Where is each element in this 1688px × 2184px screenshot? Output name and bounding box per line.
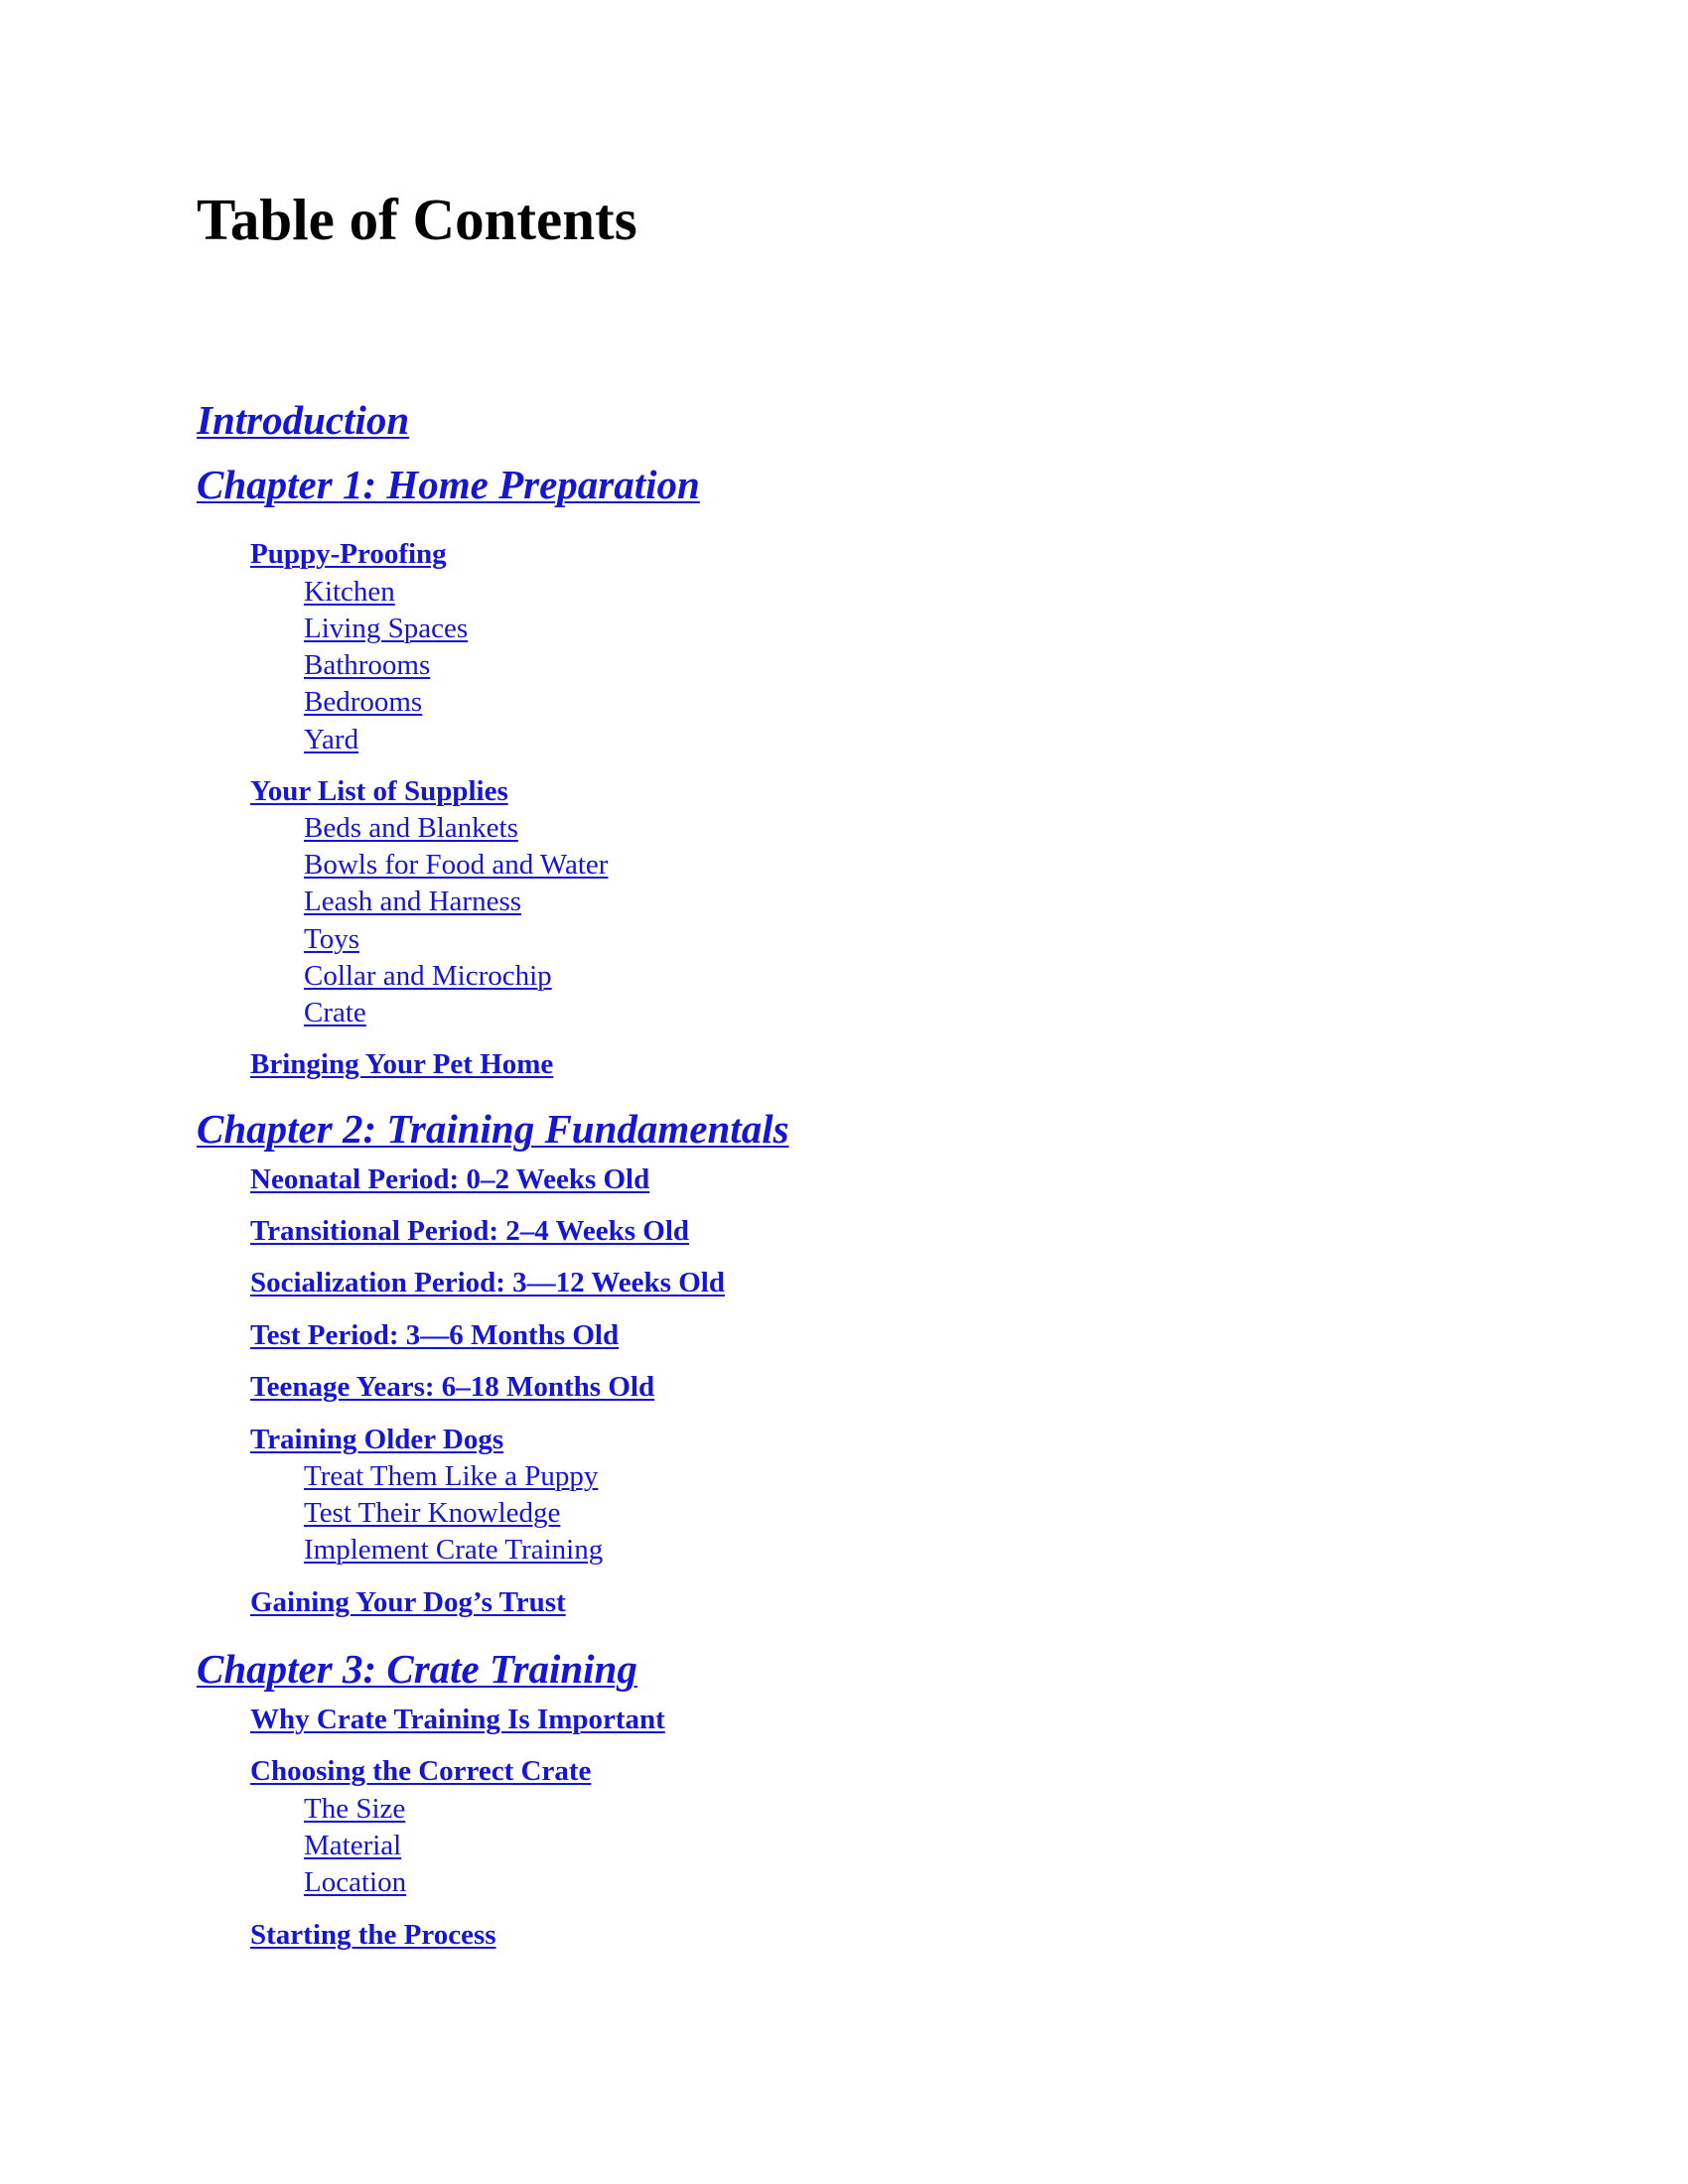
toc-section-link[interactable]: Test Period: 3—6 Months Old	[250, 1319, 620, 1351]
toc-chapter-link[interactable]: Chapter 1: Home Preparation	[197, 462, 700, 507]
toc-subsection-link[interactable]: Leash and Harness	[304, 886, 522, 917]
toc-subsection-link[interactable]: Bathrooms	[304, 649, 431, 681]
toc-section-link[interactable]: Teenage Years: 6–18 Months Old	[250, 1371, 655, 1403]
toc-subsection-link[interactable]: Toys	[304, 923, 359, 955]
toc-section-link[interactable]: Choosing the Correct Crate	[250, 1755, 592, 1787]
toc-subsection-link[interactable]: Beds and Blankets	[304, 812, 518, 844]
toc-subsection-link[interactable]: Location	[304, 1866, 407, 1898]
toc-subsection-link[interactable]: Yard	[304, 724, 359, 755]
toc-subsection-link[interactable]: Bowls for Food and Water	[304, 849, 609, 881]
toc-subsection-link[interactable]: Material	[304, 1830, 402, 1861]
toc-section-link[interactable]: Transitional Period: 2–4 Weeks Old	[250, 1215, 690, 1247]
toc-subsection-link[interactable]: Bedrooms	[304, 686, 423, 718]
toc-section-link[interactable]: Neonatal Period: 0–2 Weeks Old	[250, 1163, 650, 1195]
toc-chapter-link[interactable]: Chapter 3: Crate Training	[197, 1646, 637, 1692]
page-title: Table of Contents	[197, 187, 637, 252]
toc-subsection-link[interactable]: Implement Crate Training	[304, 1534, 604, 1566]
toc-subsection-link[interactable]: Kitchen	[304, 576, 395, 608]
toc-section-link[interactable]: Puppy-Proofing	[250, 538, 447, 570]
toc-section-link[interactable]: Gaining Your Dog’s Trust	[250, 1586, 566, 1618]
toc-section-link[interactable]: Starting the Process	[250, 1919, 496, 1951]
toc-subsection-link[interactable]: Collar and Microchip	[304, 960, 552, 992]
toc-section-link[interactable]: Bringing Your Pet Home	[250, 1048, 554, 1080]
toc-subsection-link[interactable]: Test Their Knowledge	[304, 1497, 561, 1529]
toc-chapter-link[interactable]: Chapter 2: Training Fundamentals	[197, 1106, 789, 1152]
toc-chapter-link[interactable]: Introduction	[197, 397, 410, 443]
toc-subsection-link[interactable]: Crate	[304, 997, 366, 1028]
toc-section-link[interactable]: Why Crate Training Is Important	[250, 1704, 665, 1735]
toc-subsection-link[interactable]: Living Spaces	[304, 613, 469, 644]
toc-section-link[interactable]: Training Older Dogs	[250, 1424, 504, 1455]
toc-subsection-link[interactable]: Treat Them Like a Puppy	[304, 1460, 599, 1492]
toc-section-link[interactable]: Socialization Period: 3—12 Weeks Old	[250, 1267, 725, 1298]
toc-section-link[interactable]: Your List of Supplies	[250, 775, 508, 807]
toc-subsection-link[interactable]: The Size	[304, 1793, 406, 1825]
